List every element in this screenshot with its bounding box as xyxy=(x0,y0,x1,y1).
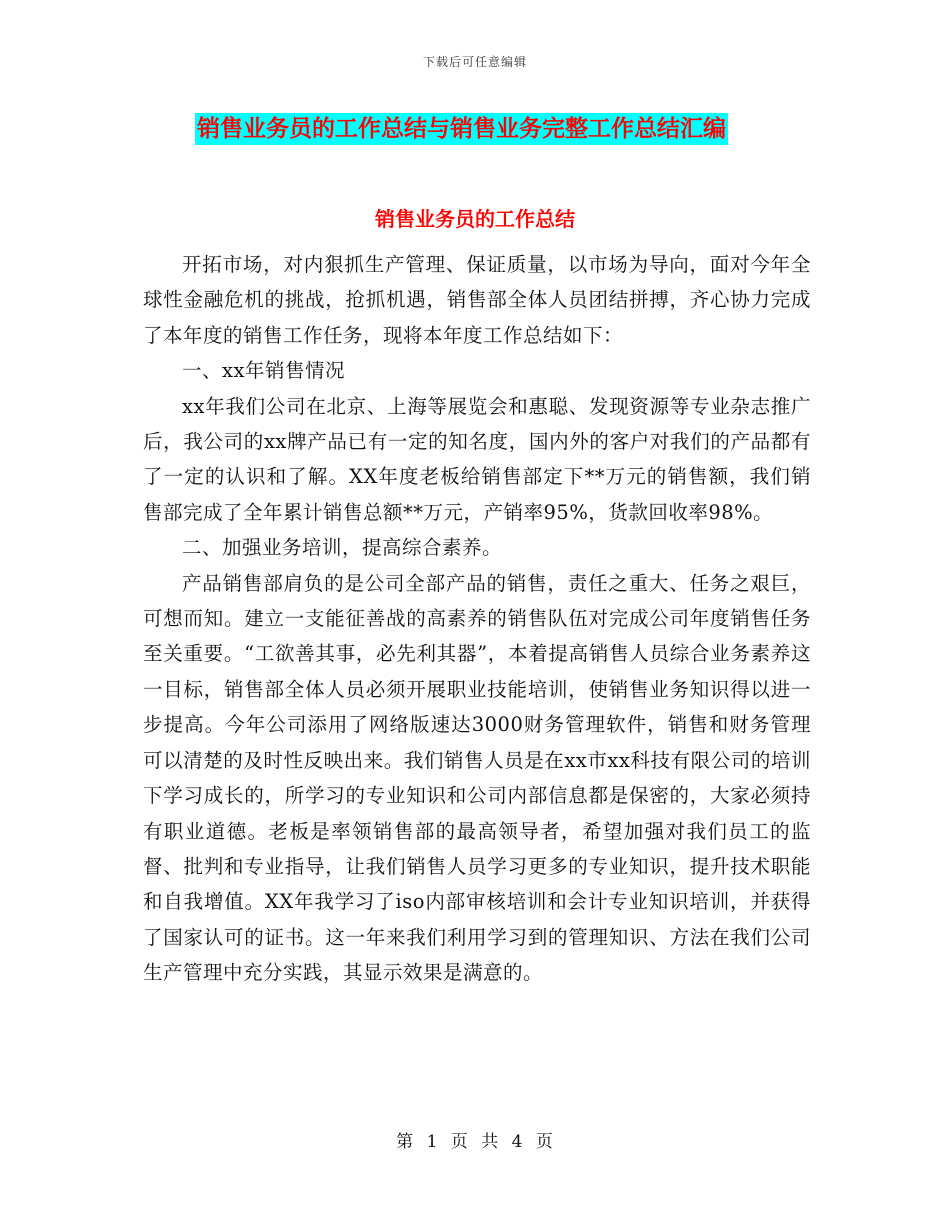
heading-training: 二、加强业务培训，提高综合素养。 xyxy=(182,536,503,560)
section-title: 销售业务员的工作总结 xyxy=(375,207,575,231)
header-note: 下载后可任意编辑 xyxy=(422,55,527,69)
paragraph-intro: 开拓市场，对内狠抓生产管理、保证质量，以市场为导向，面对今年全球性金融危机的挑战，抢抓机遇，销售部全体人员团结拼搏，齐心协力完成了本年度的销售工作任务，现将本年度工作总结如下： xyxy=(143,253,811,347)
document-body xyxy=(143,247,811,991)
paragraph-training: 产品销售部肩负的是公司全部产品的销售，责任之重大、任务之艰巨，可想而知。建立一支能征善战的高素养的销售队伍对完成公司年度销售任务至关重要。“工欲善其事，必先利其器”，本着提高销售人员综合业务素养这一目标，销售部全体人员必须开展职业技能培训，使销售业务知识得以进一步提高。今年公司添用了网络版速达3000财务管理软件，销售和财务管理可以清楚的及时性反映出来。我们销售人员是在xx市xx科技有限公司的培训下学习成长的，所学习的专业知识和公司内部信息都是保密的，大家必须持有职业道德。老板是率领销售部的最高领导者，希望加强对我们员工的监督、批判和专业指导，让我们销售人员学习更多的专业知识，提升技术职能和自我增值。XX年我学习了iso内部审核培训和会计专业知识培训，并获得了国家认可的证书。这一年来我们利用学习到的管理知识、方法在我们公司生产管理中充分实践，其显示效果是满意的。 xyxy=(143,571,811,985)
paragraph-sales-status: xx年我们公司在北京、上海等展览会和惠聪、发现资源等专业杂志推广后，我公司的xx牌产品已有一定的知名度，国内外的客户对我们的产品都有了一定的认识和了解。XX年度老板给销售部定下**万元的销售额，我们销售部完成了全年累计销售总额**万元，产销率95%，货款回收率98%。 xyxy=(143,394,811,524)
document-main-title: 销售业务员的工作总结与销售业务完整工作总结汇编 xyxy=(195,113,728,145)
heading-sales-status: 一、xx年销售情况 xyxy=(182,359,345,383)
page-number: 第 1 页 共 4 页 xyxy=(396,1132,554,1152)
